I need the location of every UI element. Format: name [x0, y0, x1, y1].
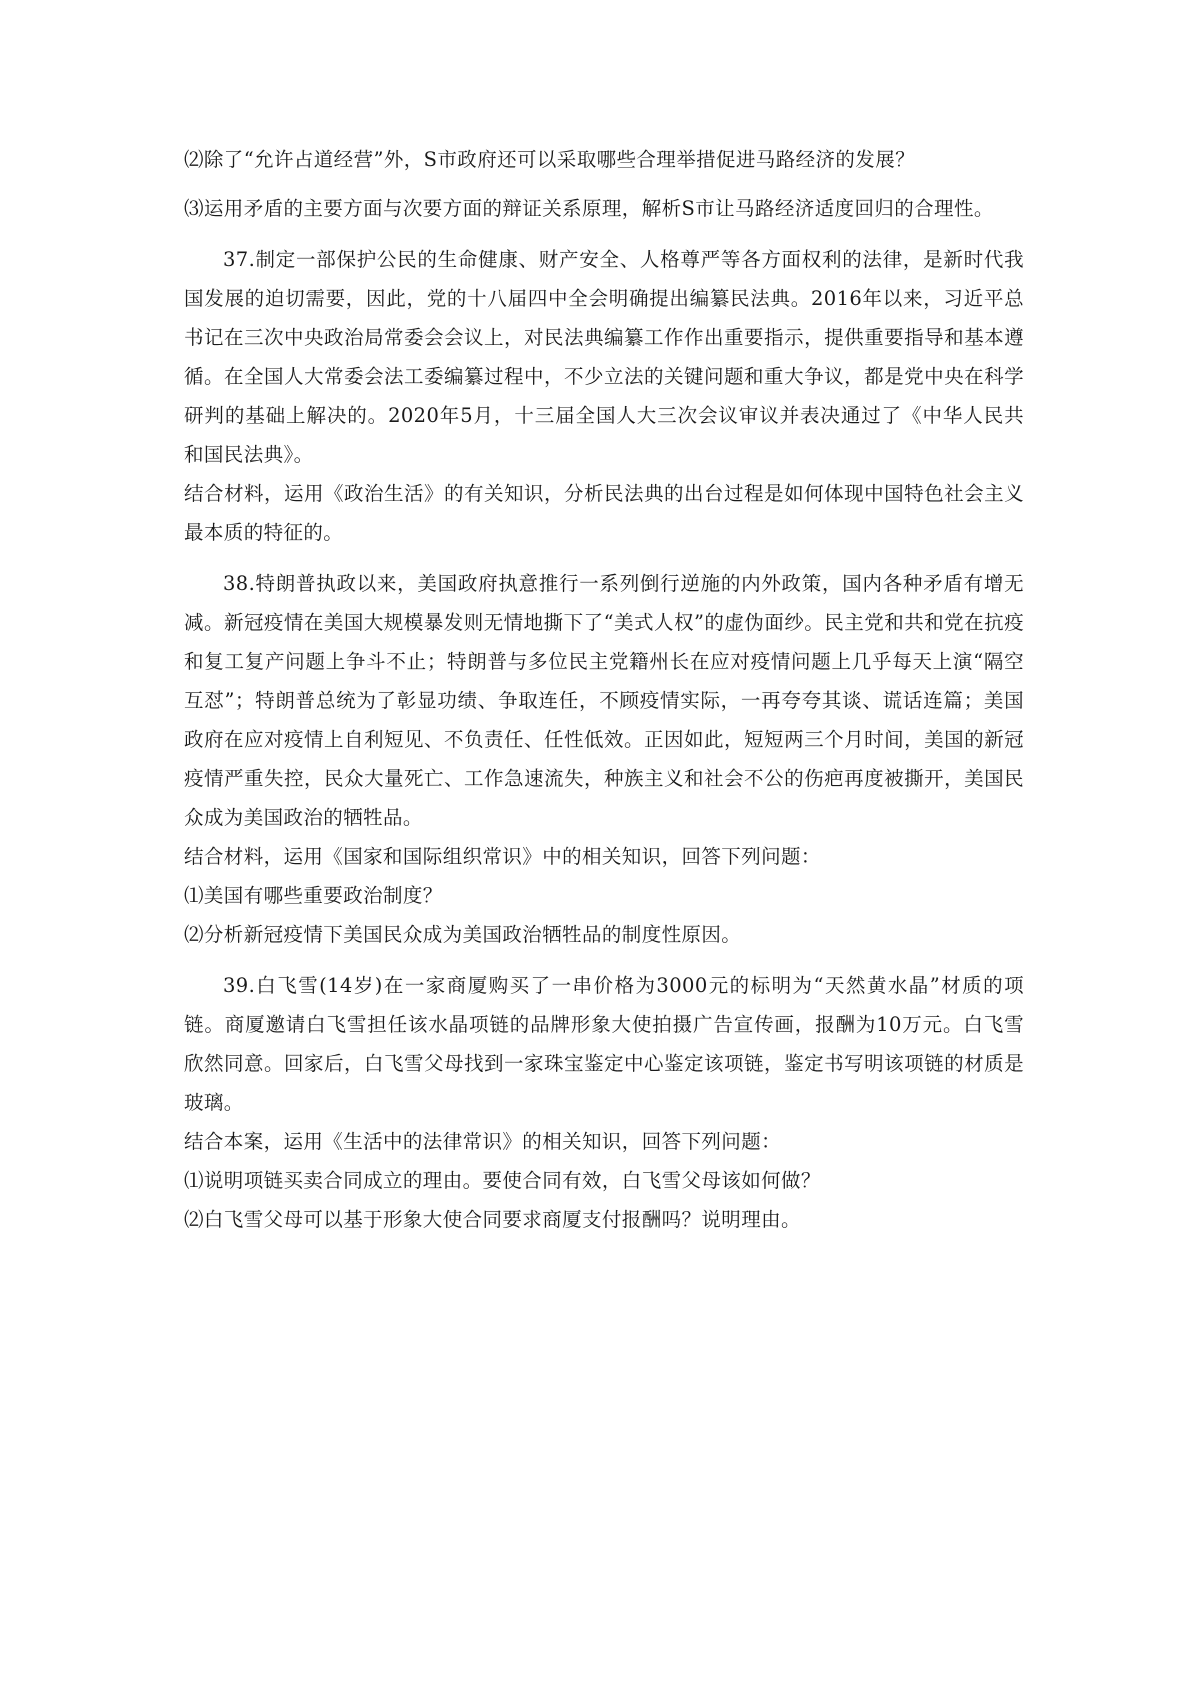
q37-material: 37.制定一部保护公民的生命健康、财产安全、人格尊严等各方面权利的法律，是新时代我国发展的迫切需要，因此，党的十八届四中全会明确提出编纂民法典。2016年以来，习近平总书记在三次中央政治局常委会会议上，对民法典编纂工作作出重要指示，提供重要指导和基本遵循。在全国人大常委会法工委编纂过程中，不少立法的关键问题和重大争议，都是党中央在科学研判的基础上解决的。2020年5月，十三届全国人大三次会议审议并表决通过了《中华人民共和国民法典》。: [184, 248, 1024, 466]
q36-sub3: ⑶运用矛盾的主要方面与次要方面的辩证关系原理，解析S市让马路经济适度回归的合理性。: [184, 197, 994, 220]
q39-question: 结合本案，运用《生活中的法律常识》的相关知识，回答下列问题：: [184, 1130, 782, 1153]
q37-question: 结合材料，运用《政治生活》的有关知识，分析民法典的出台过程是如何体现中国特色社会主义最本质的特征的。: [184, 482, 1024, 544]
q38-sub1: ⑴美国有哪些重要政治制度？: [184, 884, 443, 907]
document-page: [184, 140, 1024, 1239]
q38-material: 38.特朗普执政以来，美国政府执意推行一系列倒行逆施的内外政策，国内各种矛盾有增无减。新冠疫情在美国大规模暴发则无情地撕下了“美式人权”的虚伪面纱。民主党和共和党在抗疫和复工复产问题上争斗不止；特朗普与多位民主党籍州长在应对疫情问题上几乎每天上演“隔空互怼”；特朗普总统为了彰显功绩、争取连任，不顾疫情实际，一再夸夸其谈、谎话连篇；美国政府在应对疫情上自利短见、不负责任、任性低效。正因如此，短短两三个月时间，美国的新冠疫情严重失控，民众大量死亡、工作急速流失，种族主义和社会不公的伤疤再度被撕开，美国民众成为美国政治的牺牲品。: [184, 572, 1024, 829]
q36-sub2: ⑵除了“允许占道经营”外，S市政府还可以采取哪些合理举措促进马路经济的发展？: [184, 148, 915, 171]
q39-sub2: ⑵白飞雪父母可以基于形象大使合同要求商厦支付报酬吗？说明理由。: [184, 1208, 801, 1231]
q38-sub2: ⑵分析新冠疫情下美国民众成为美国政治牺牲品的制度性原因。: [184, 923, 742, 946]
q39-sub1: ⑴说明项链买卖合同成立的理由。要使合同有效，白飞雪父母该如何做？: [184, 1169, 821, 1192]
q38-question: 结合材料，运用《国家和国际组织常识》中的相关知识，回答下列问题：: [184, 845, 821, 868]
q39-material: 39.白飞雪(14岁)在一家商厦购买了一串价格为3000元的标明为“天然黄水晶”材质的项链。商厦邀请白飞雪担任该水晶项链的品牌形象大使拍摄广告宣传画，报酬为10万元。白飞雪欣然同意。回家后，白飞雪父母找到一家珠宝鉴定中心鉴定该项链，鉴定书写明该项链的材质是玻璃。: [184, 974, 1024, 1114]
